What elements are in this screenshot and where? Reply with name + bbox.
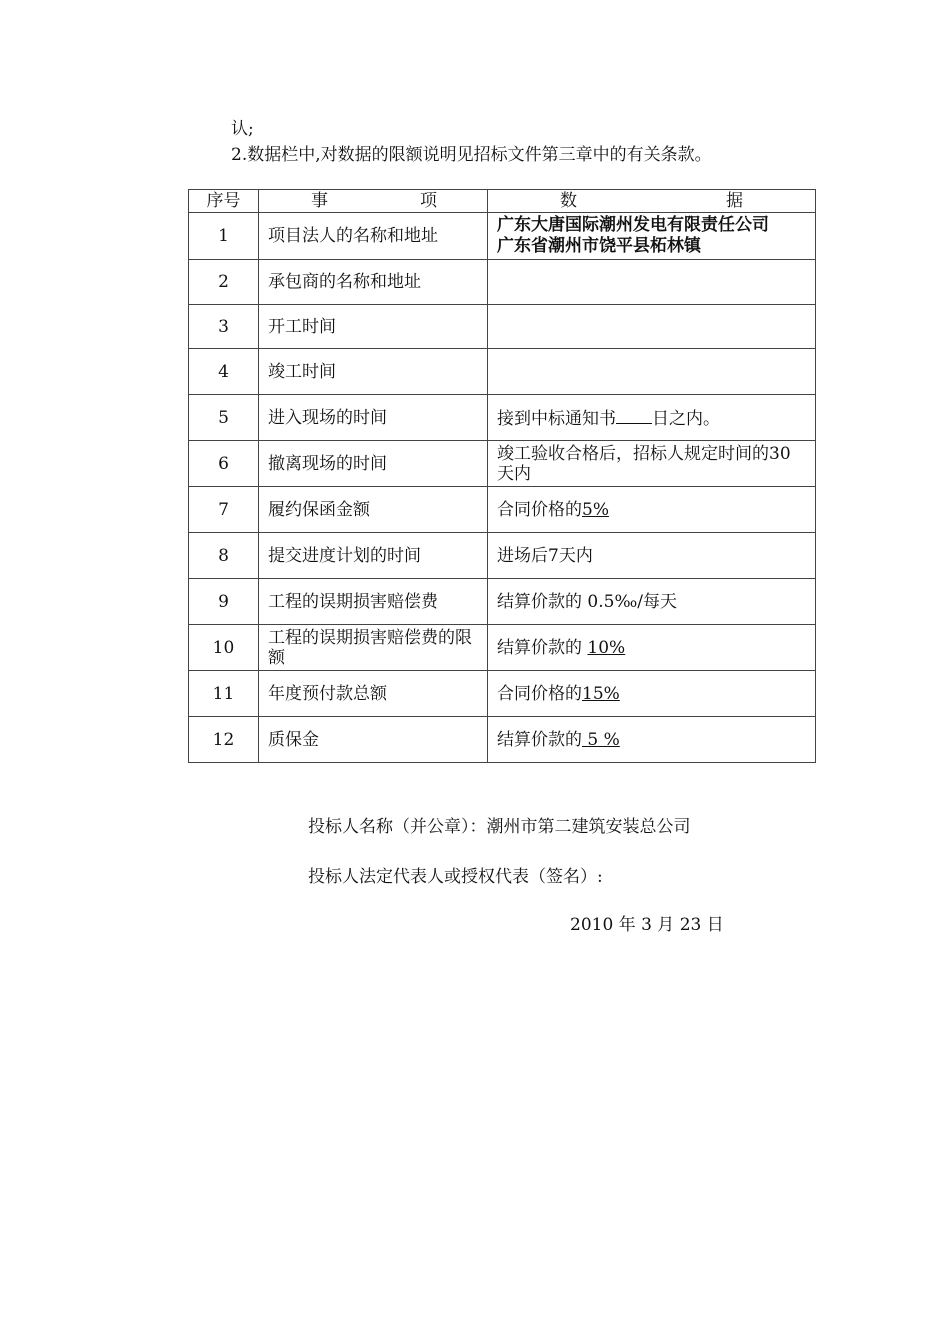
row-item: 提交进度计划的时间 [259, 533, 488, 579]
blank-underline [616, 407, 652, 424]
row-no: 1 [189, 213, 259, 260]
row-item: 工程的误期损害赔偿费 [259, 579, 488, 625]
row-data [488, 260, 816, 305]
table-row [189, 441, 816, 487]
row-no: 11 [189, 671, 259, 717]
row-data [488, 213, 816, 260]
row-no: 6 [189, 441, 259, 487]
row-item: 撤离现场的时间 [259, 441, 488, 487]
value-prefix: 结算价款的 [497, 729, 582, 750]
value-prefix: 合同价格的 [497, 499, 582, 520]
row-item: 质保金 [259, 717, 488, 763]
intro-line-continuation: 认; [231, 119, 254, 139]
table-header-row [189, 190, 816, 213]
row-item: 履约保函金额 [259, 487, 488, 533]
row-data [488, 717, 816, 763]
row-item: 承包商的名称和地址 [259, 260, 488, 305]
row-item: 进入现场的时间 [259, 395, 488, 441]
row-no: 2 [189, 260, 259, 305]
header-data: 数据 [488, 190, 816, 213]
value-underlined: 5 % [582, 729, 620, 750]
row-data: 结算价款的 0.5‰/每天 [488, 579, 816, 625]
bidder-name-label: 投标人名称（并公章）： [308, 817, 487, 837]
table-row [189, 487, 816, 533]
row-no: 10 [189, 625, 259, 671]
value-underlined: 5% [582, 499, 609, 520]
table-row [189, 349, 816, 395]
row-data [488, 625, 816, 671]
table-row [189, 671, 816, 717]
row-data [488, 395, 816, 441]
row-no: 8 [189, 533, 259, 579]
table-row [189, 579, 816, 625]
table-row [189, 395, 816, 441]
table-row [189, 533, 816, 579]
row-item: 项目法人的名称和地址 [259, 213, 488, 260]
value-prefix: 合同价格的 [497, 683, 582, 704]
contract-data-table [188, 189, 816, 763]
row-no: 12 [189, 717, 259, 763]
row-no: 5 [189, 395, 259, 441]
employer-address: 广东省潮州市饶平县柘林镇 [497, 236, 701, 256]
employer-name: 广东大唐国际潮州发电有限责任公司 [497, 215, 769, 235]
row-data [488, 349, 816, 395]
row-no: 9 [189, 579, 259, 625]
row-item: 年度预付款总额 [259, 671, 488, 717]
entry-prefix: 接到中标通知书 [497, 408, 616, 429]
row-data [488, 305, 816, 349]
row-no: 7 [189, 487, 259, 533]
row-no: 4 [189, 349, 259, 395]
table-row [189, 305, 816, 349]
value-prefix: 结算价款的 [497, 637, 588, 658]
value-underlined: 15% [582, 683, 620, 704]
bidder-name-value: 潮州市第二建筑安装总公司 [486, 817, 691, 837]
row-data [488, 671, 816, 717]
bidder-name-line [308, 816, 691, 838]
table-row [189, 625, 816, 671]
header-no: 序号 [189, 190, 259, 213]
row-item: 工程的误期损害赔偿费的限额 [259, 625, 488, 671]
header-item: 事项 [259, 190, 488, 213]
row-data: 竣工验收合格后，招标人规定时间的30天内 [488, 441, 816, 487]
table-row [189, 260, 816, 305]
row-data [488, 487, 816, 533]
row-item: 开工时间 [259, 305, 488, 349]
row-no: 3 [189, 305, 259, 349]
entry-suffix: 日之内。 [652, 408, 720, 429]
representative-signature-label: 投标人法定代表人或授权代表（签名）: [308, 867, 603, 887]
row-data: 进场后7天内 [488, 533, 816, 579]
row-item: 竣工时间 [259, 349, 488, 395]
table-row [189, 717, 816, 763]
table-row [189, 213, 816, 260]
value-underlined: 10% [587, 637, 626, 658]
signature-date: 2010 年 3 月 23 日 [570, 915, 724, 935]
intro-note-2: 2.数据栏中,对数据的限额说明见招标文件第三章中的有关条款。 [231, 145, 712, 165]
